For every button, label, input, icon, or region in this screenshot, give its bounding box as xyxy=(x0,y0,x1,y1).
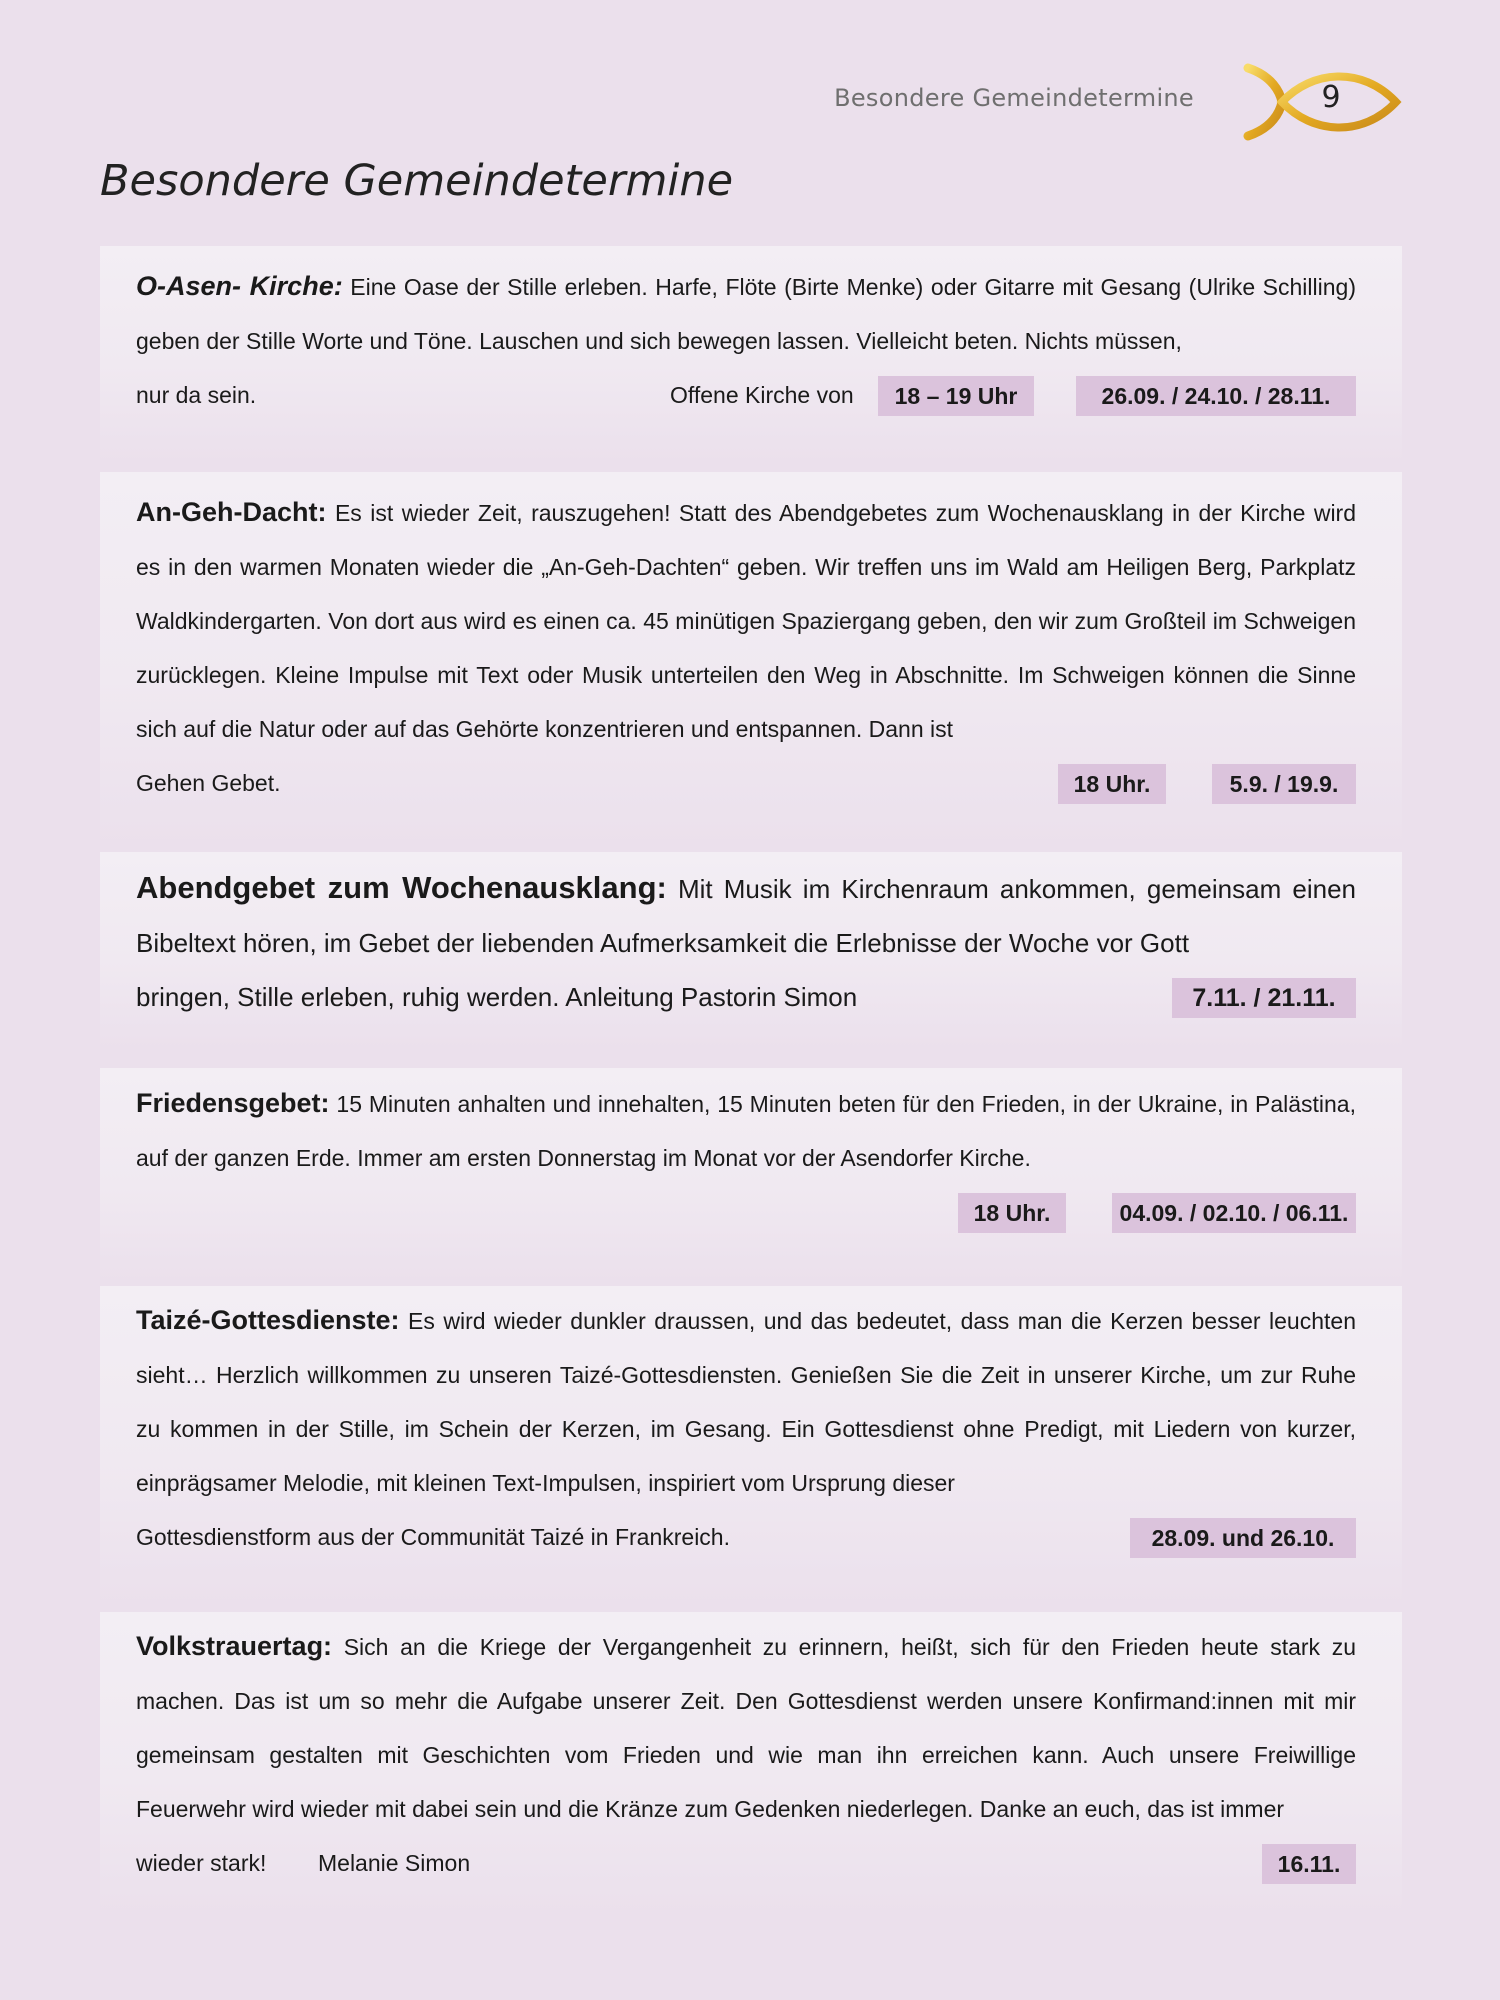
section-an-geh-dacht xyxy=(100,472,1402,850)
time-tag: 18 Uhr. xyxy=(958,1193,1066,1233)
section-last-line: Gehen Gebet. xyxy=(136,770,281,796)
section-heading: Volkstrauertag: xyxy=(136,1631,333,1661)
section-text: 15 Minuten anhalten und innehalten, 15 Minuten beten für den Frieden, in der Ukraine, in Palästina, auf der ganzen Erde. Immer am ersten Donnerstag im Monat vor der Asendorfer Kirche. xyxy=(136,1091,1356,1171)
section-text: Es ist wieder Zeit, rauszugehen! Statt des Abendgebetes zum Wochenausklang in der Kirche wird es in den warmen Monaten wieder die „An-Geh-Dachten“ geben. Wir treffen uns im Wald am Heiligen Berg, Parkplatz Waldkindergarten. Von dort aus wird es einen ca. 45 minütigen Spaziergang geben, den wir zum Großteil im Schweigen zurücklegen. Kleine Impulse mit Text oder Musik unterteilen den Weg in Abschnitte. Im Schweigen können die Sinne sich auf die Natur oder auf das Gehörte konzentrieren und entspannen. Dann ist xyxy=(136,500,1356,742)
section-heading: Abendgebet zum Wochenausklang: xyxy=(136,870,667,905)
page-number: 9 xyxy=(1321,80,1341,115)
section-last-line: wieder stark! xyxy=(136,1850,267,1876)
date-tag: 04.09. / 02.10. / 06.11. xyxy=(1112,1193,1356,1233)
time-tag: 18 Uhr. xyxy=(1058,764,1166,804)
section-volkstrauertag xyxy=(100,1612,1402,1916)
section-heading: Friedensgebet: xyxy=(136,1088,330,1118)
section-text: Es wird wieder dunkler draussen, und das bedeutet, dass man die Kerzen besser leuchten sieht… Herzlich willkommen zu unseren Taizé-Gottesdiensten. Genießen Sie die Zeit in unserer Kirche, um zur Ruhe zu kommen in der Stille, im Schein der Kerzen, im Gesang. Ein Gottesdienst ohne Predigt, mit Liedern von kurzer, einprägsamer Melodie, mit kleinen Text-Impulsen, inspiriert vom Ursprung dieser xyxy=(136,1308,1356,1496)
section-abendgebet xyxy=(100,852,1402,1050)
section-last-line: nur da sein. xyxy=(136,382,257,408)
date-tag: 26.09. / 24.10. / 28.11. xyxy=(1076,376,1356,416)
time-tag: 18 – 19 Uhr xyxy=(878,376,1034,416)
running-header-title: Besondere Gemeindetermine xyxy=(834,84,1194,112)
date-tag: 5.9. / 19.9. xyxy=(1212,764,1356,804)
section-text: Mit Musik im Kirchenraum ankommen, gemeinsam einen Bibeltext hören, im Gebet der liebenden Aufmerksamkeit die Erlebnisse der Woche vor Gott xyxy=(136,874,1356,958)
date-tag: 28.09. und 26.10. xyxy=(1130,1518,1356,1558)
signature: Melanie Simon xyxy=(318,1850,471,1876)
section-last-line: bringen, Stille erleben, ruhig werden. Anleitung Pastorin Simon xyxy=(136,982,858,1012)
date-tag: 7.11. / 21.11. xyxy=(1172,978,1356,1018)
section-heading: O-Asen- Kirche: xyxy=(136,271,343,301)
date-tag: 16.11. xyxy=(1262,1844,1356,1884)
section-friedensgebet xyxy=(100,1068,1402,1284)
section-taize xyxy=(100,1286,1402,1608)
section-last-line: Gottesdienstform aus der Communität Taizé in Frankreich. xyxy=(136,1524,730,1550)
section-heading: An-Geh-Dacht: xyxy=(136,497,327,527)
section-text: Eine Oase der Stille erleben. Harfe, Flöte (Birte Menke) oder Gitarre mit Gesang (Ulrike Schilling) geben der Stille Worte und Töne. Lauschen und sich bewegen lassen. Vielleicht beten. Nichts müssen, xyxy=(136,274,1356,354)
section-heading: Taizé-Gottesdienste: xyxy=(136,1305,400,1335)
section-text: Sich an die Kriege der Vergangenheit zu erinnern, heißt, sich für den Frieden heute stark zu machen. Das ist um so mehr die Aufgabe unserer Zeit. Den Gottesdienst werden unsere Konfirmand:innen mit mir gemeinsam gestalten mit Geschichten vom Frieden und wie man ihn erreichen kann. Auch unsere Freiwillige Feuerwehr wird wieder mit dabei sein und die Kränze zum Gedenken niederlegen. Danke an euch, das ist immer xyxy=(136,1634,1356,1822)
time-prefix: Offene Kirche von xyxy=(670,382,854,408)
section-oasen-kirche xyxy=(100,246,1402,464)
page-title: Besondere Gemeindetermine xyxy=(100,156,734,206)
